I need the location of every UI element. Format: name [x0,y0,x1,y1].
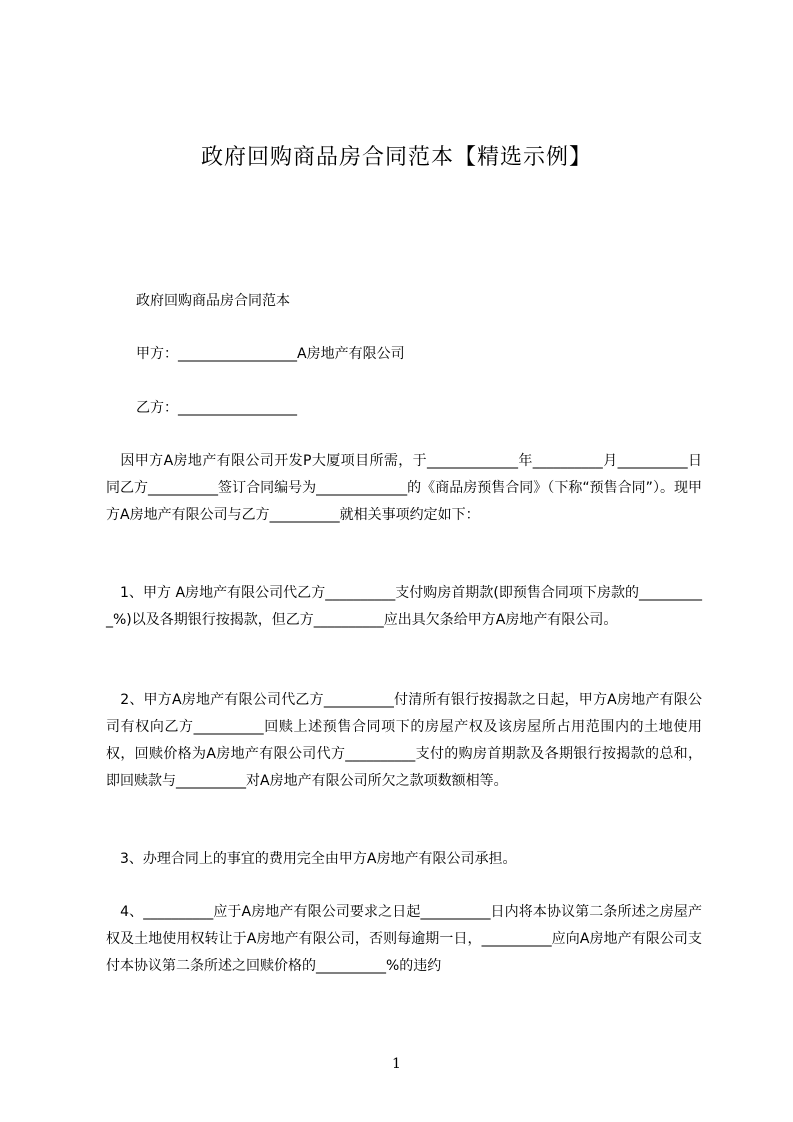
party-b-line: 乙方：_________________ [136,400,297,416]
clause-1-paragraph: 1、甲方 A房地产有限公司代乙方__________支付购房首期款(即预售合同项下房款的__________%)以及各期银行按揭款，但乙方__________应出具欠条给甲方A房地产有限公司。 [106,585,702,628]
clause-3-paragraph: 3、办理合同上的事宜的费用完全由甲方A房地产有限公司承担。 [106,851,517,867]
clause-4-paragraph: 4、__________应于A房地产有限公司要求之日起__________日内将本协议第二条所述之房屋产权及土地使用权转让于A房地产有限公司，否则每逾期一日，__________应向A房地产有限公司支付本协议第二条所述之回赎价格的__________%的违约 [106,904,702,974]
intro-paragraph: 因甲方A房地产有限公司开发P大厦项目所需，于_____________年__________月__________日同乙方__________签订合同编号为_____________的《商品房预售合同》（下称“预售合同”）。现甲方A房地产有限公司与乙方__________就相关事项约定如下： [106,453,702,523]
document-title: 政府回购商品房合同范本【精选示例】 [200,145,592,170]
clause-2-paragraph: 2、甲方A房地产有限公司代乙方__________付清所有银行按揭款之日起，甲方A房地产有限公司有权向乙方__________回赎上述预售合同项下的房屋产权及该房屋所占用范围内的土地使用权，回赎价格为A房地产有限公司代方__________支付的购房首期款及各期银行按揭款的总和，即回赎款与__________对A房地产有限公司所欠之款项数额相等。 [106,692,702,789]
document-subtitle: 政府回购商品房合同范本 [136,293,290,309]
party-a-line: 甲方：_________________A房地产有限公司 [136,346,405,362]
page-number: 1 [392,1056,401,1072]
